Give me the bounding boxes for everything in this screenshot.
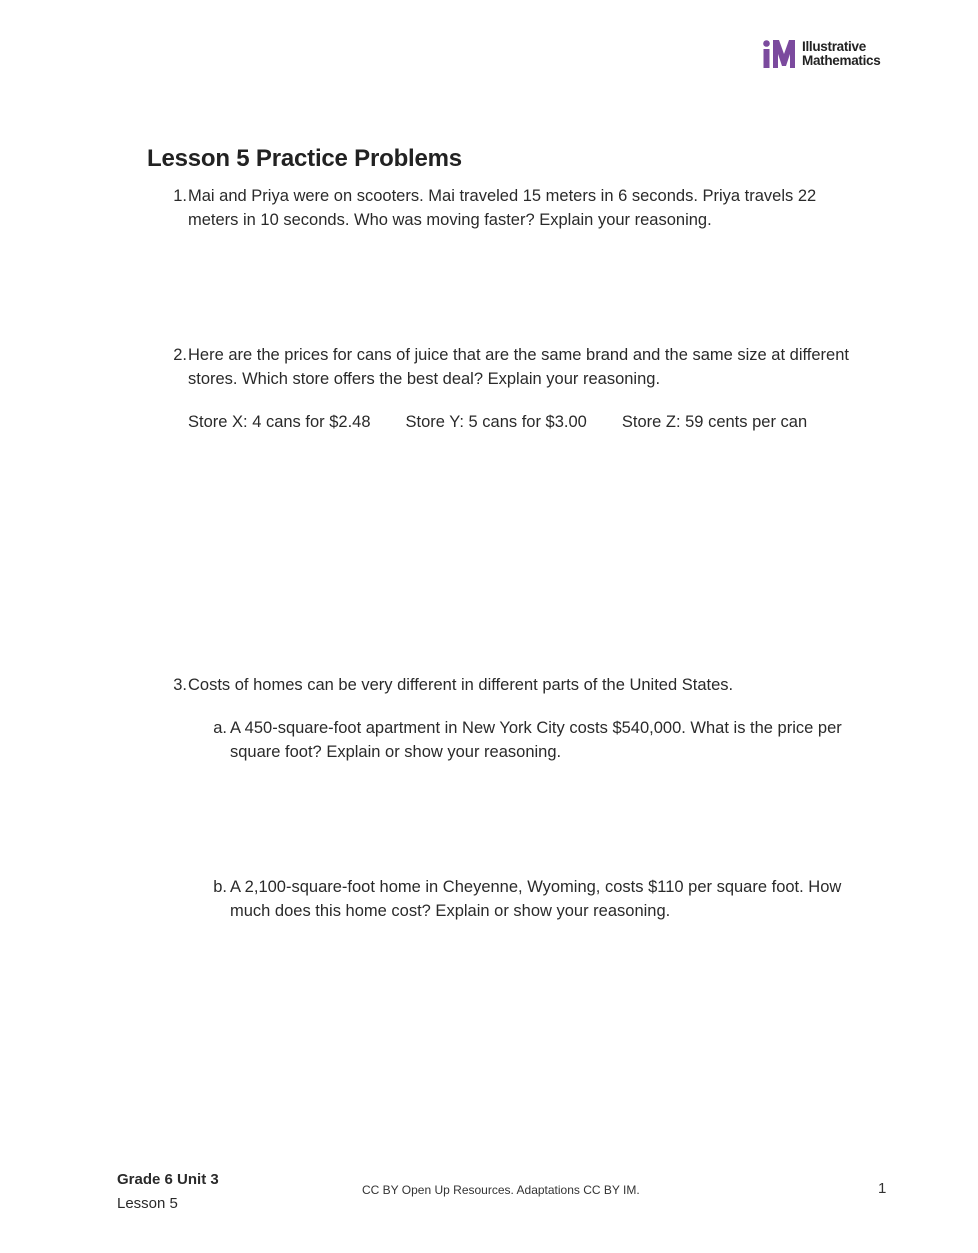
part-letter: b. [213,878,227,896]
im-logo-mark-icon [762,40,798,68]
part-letter: a. [213,719,227,737]
problem-2 [165,343,865,391]
part-text: A 2,100-square-foot home in Cheyenne, Wyoming, costs $110 per square foot. How much does this home cost? Explain or show your reasoning. [230,878,842,920]
im-logo [762,40,880,68]
footer-license: CC BY Open Up Resources. Adaptations CC BY IM. [362,1183,640,1197]
problem-3a [205,716,865,764]
part-text: A 450-square-foot apartment in New York City costs $540,000. What is the price per square foot? Explain or show your reasoning. [230,719,842,761]
logo-line-1: Illustrative [802,39,866,54]
page-title: Lesson 5 Practice Problems [147,145,462,172]
footer-grade: Grade 6 Unit 3 [117,1171,219,1188]
problem-3b [205,875,865,923]
problem-text: Costs of homes can be very different in different parts of the United States. [188,676,734,694]
logo-line-2: Mathematics [802,53,881,68]
problem-3 [165,673,865,697]
page-number: 1 [878,1180,887,1197]
store-x: Store X: 4 cans for $2.48 [188,413,371,431]
problem-number: 3. [173,676,187,694]
footer-unit-info [117,1168,219,1216]
store-z: Store Z: 59 cents per can [621,413,808,431]
problem-number: 1. [173,187,187,205]
store-y: Store Y: 5 cans for $3.00 [405,413,587,431]
problem-number: 2. [173,346,187,364]
store-prices [188,410,807,434]
problem-text: Here are the prices for cans of juice that are the same brand and the same size at different stores. Which store offers the best deal? Explain your reasoning. [188,346,849,388]
logo-wordmark [802,40,880,68]
problem-1 [165,184,865,232]
problem-text: Mai and Priya were on scooters. Mai traveled 15 meters in 6 seconds. Priya travels 22 meters in 10 seconds. Who was moving faster? Explain your reasoning. [188,187,817,229]
footer-lesson: Lesson 5 [117,1195,178,1212]
